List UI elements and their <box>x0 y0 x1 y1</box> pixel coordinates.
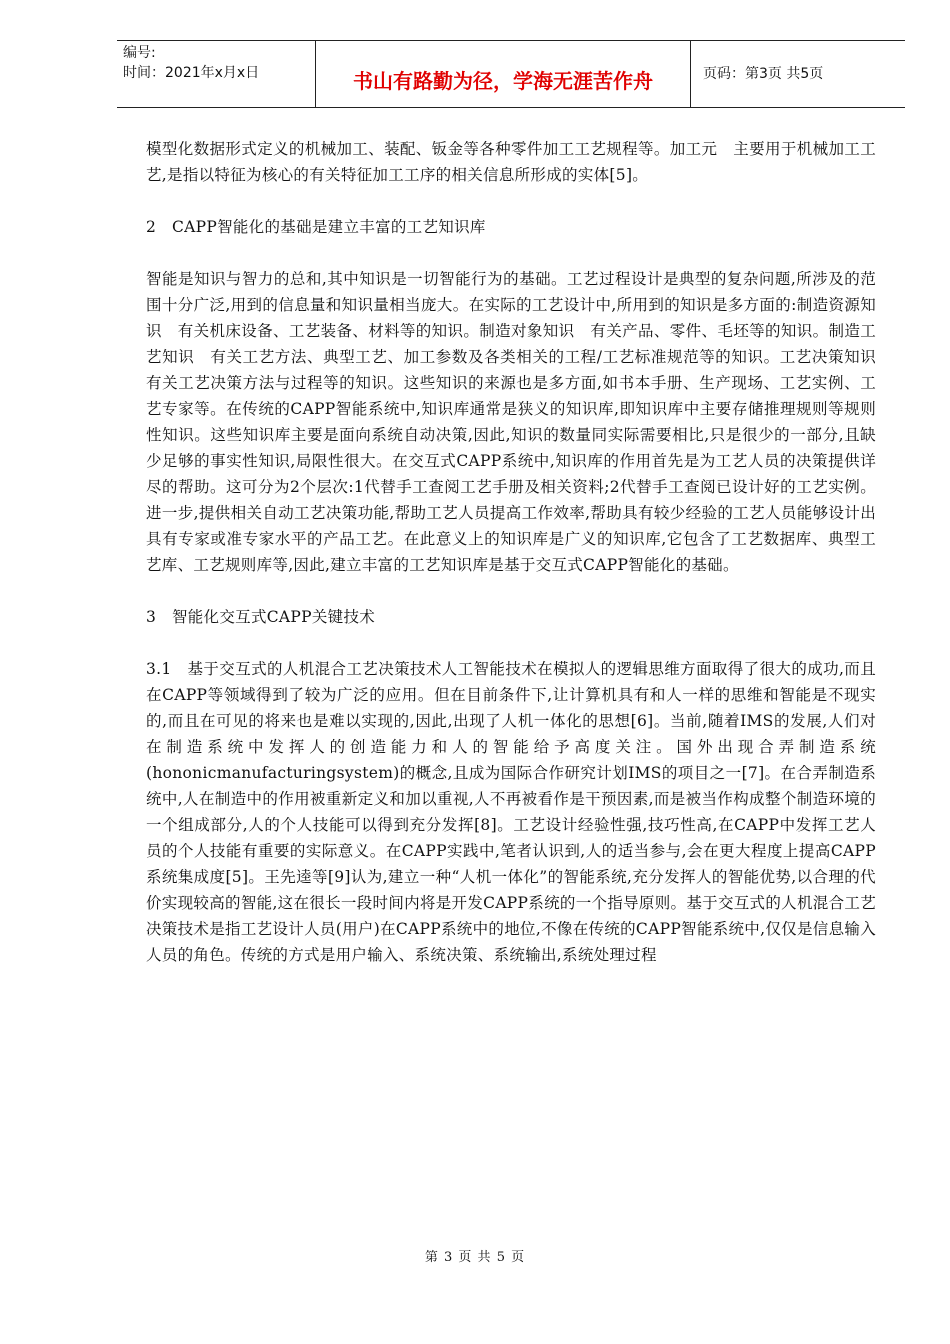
page-header <box>117 40 905 108</box>
header-page-number: 页码：第3页 共5页 <box>703 66 824 82</box>
document-date-label: 时间：2021年x月x日 <box>123 65 260 81</box>
header-motto: 书山有路勤为径，学海无涯苦作舟 <box>353 69 653 93</box>
document-number-label: 编号: <box>123 45 156 61</box>
section-heading-3: 3 智能化交互式CAPP关键技术 <box>146 608 376 626</box>
header-motto-cell <box>316 41 691 107</box>
header-meta-cell <box>117 41 316 107</box>
paragraph-2: 智能是知识与智力的总和,其中知识是一切智能行为的基础。工艺过程设计是典型的复杂问题,所涉及的范围十分广泛,用到的信息量和知识量相当庞大。在实际的工艺设计中,所用到的知识是多方面的:制造资源知识 有关机床设备、工艺装备、材料等的知识。制造对象知识 有关产品、零件、毛坯等的知识。制造工艺知识 有关工艺方法、典型工艺、加工参数及各类相关的工程/工艺标准规范等的知识。工艺决策知识 有关工艺决策方法与过程等的知识。这些知识的来源也是多方面,如书本手册、生产现场、工艺实例、工艺专家等。在传统的CAPP智能系统中,知识库通常是狭义的知识库,即知识库中主要存储推理规则等规则性知识。这些知识库主要是面向系统自动决策,因此,知识的数量同实际需要相比,只是很少的一部分,且缺少足够的事实性知识,局限性很大。在交互式CAPP系统中,知识库的作用首先是为工艺人员的决策提供详尽的帮助。这可分为2个层次:1代替手工查阅工艺手册及相关资料;2代替手工查阅已设计好的工艺实例。进一步,提供相关自动工艺决策功能,帮助工艺人员提高工作效率,帮助具有较少经验的工艺人员能够设计出具有专家或准专家水平的产品工艺。在此意义上的知识库是广义的知识库,它包含了工艺数据库、典型工艺库、工艺规则库等,因此,建立丰富的工艺知识库是基于交互式CAPP智能化的基础。 <box>146 270 892 574</box>
document-body <box>146 136 892 968</box>
header-page-cell <box>691 41 905 107</box>
paragraph-3: 3.1 基于交互式的人机混合工艺决策技术人工智能技术在模拟人的逻辑思维方面取得了很大的成功,而且在CAPP等领域得到了较为广泛的应用。但在目前条件下,让计算机具有和人一样的思维和智能是不现实的,而且在可见的将来也是难以实现的,因此,出现了人机一体化的思想[6]。当前,随着IMS的发展,人们对在制造系统中发挥人的创造能力和人的智能给予高度关注。国外出现合弄制造系统(hononicmanufacturingsystem)的概念,且成为国际合作研究计划IMS的项目之一[7]。在合弄制造系统中,人在制造中的作用被重新定义和加以重视,人不再被看作是干预因素,而是被当作构成整个制造环境的一个组成部分,人的个人技能可以得到充分发挥[8]。工艺设计经验性强,技巧性高,在CAPP中发挥工艺人员的个人技能有重要的实际意义。在CAPP实践中,笔者认识到,人的适当参与,会在更大程度上提高CAPP系统集成度[5]。王先逵等[9]认为,建立一种“人机一体化”的智能系统,充分发挥人的智能优势,以合理的代价实现较高的智能,这在很长一段时间内将是开发CAPP系统的一个指导原则。基于交互式的人机混合工艺决策技术是指工艺设计人员(用户)在CAPP系统中的地位,不像在传统的CAPP智能系统中,仅仅是信息输入人员的角色。传统的方式是用户输入、系统决策、系统输出,系统处理过程 <box>146 660 876 964</box>
page-footer: 第 3 页 共 5 页 <box>424 1250 526 1265</box>
paragraph-1: 模型化数据形式定义的机械加工、装配、钣金等各种零件加工工艺规程等。加工元 主要用于机械加工工艺,是指以特征为核心的有关特征加工工序的相关信息所形成的实体[5]。 <box>146 140 876 184</box>
section-heading-2: 2 CAPP智能化的基础是建立丰富的工艺知识库 <box>146 218 486 236</box>
